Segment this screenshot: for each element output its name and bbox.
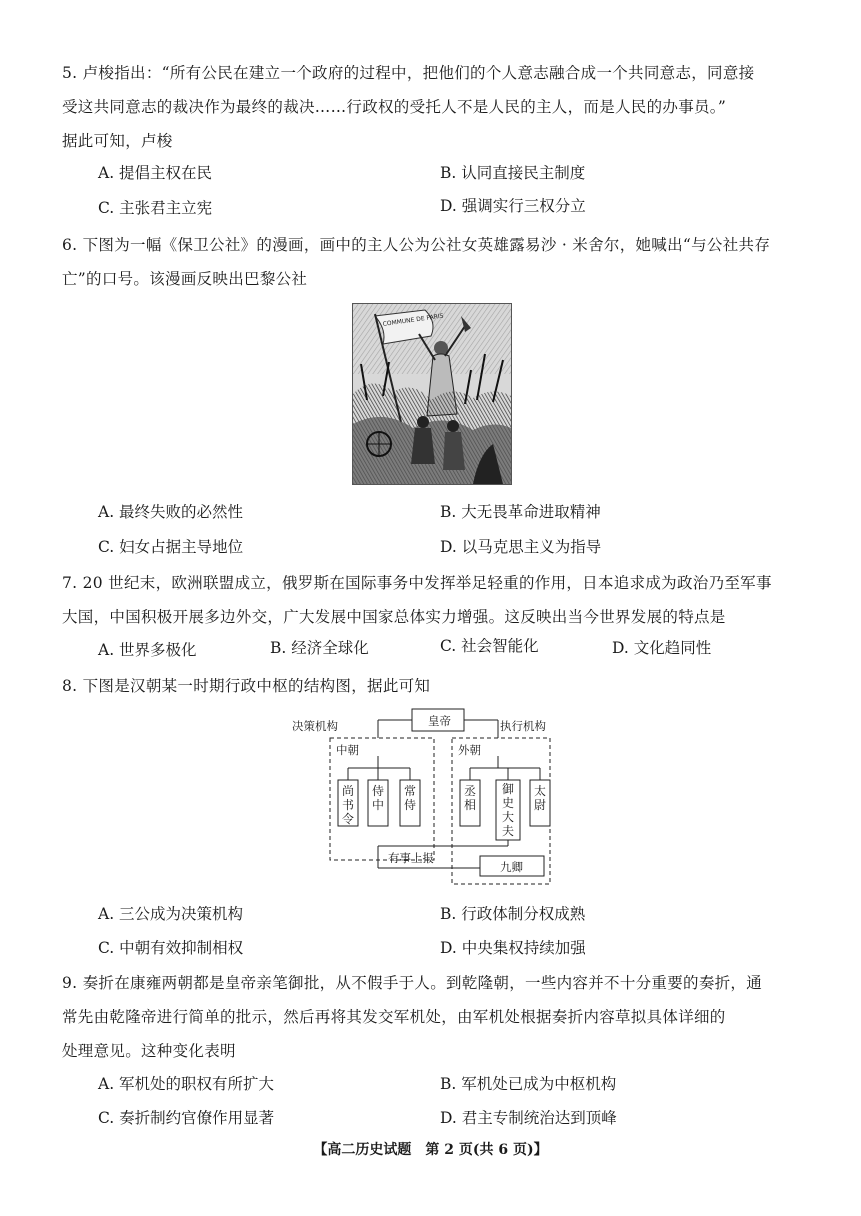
- q9-stem-line1: 9. 奏折在康雍两朝都是皇帝亲笔御批，从不假手于人。到乾隆朝，一些内容并不十分重要的奏折，通: [62, 974, 763, 992]
- q8-option-d[interactable]: D. 中央集权持续加强: [440, 939, 586, 957]
- question-8: [62, 669, 802, 703]
- q8-option-a[interactable]: A. 三公成为决策机构: [98, 905, 244, 923]
- diagram-report-label: 有事上报: [388, 851, 434, 865]
- diagram-outer-court: 外朝: [458, 743, 481, 757]
- q7-stem-line1: 7. 20 世纪末，欧洲联盟成立，俄罗斯在国际事务中发挥举足轻重的作用，日本追求成为政治乃至军事: [62, 574, 772, 592]
- diagram-outer-member-2: 御 史 大 夫: [501, 782, 514, 838]
- q5-option-d[interactable]: D. 强调实行三权分立: [440, 197, 586, 215]
- q6-option-a[interactable]: A. 最终失败的必然性: [98, 503, 244, 521]
- question-5: [62, 56, 802, 158]
- diagram-decision-label: 决策机构: [292, 719, 338, 733]
- q6-option-c[interactable]: C. 妇女占据主导地位: [98, 538, 244, 556]
- diagram-outer-member-1: 丞 相: [463, 784, 476, 812]
- q5-option-a[interactable]: A. 提倡主权在民: [98, 164, 213, 182]
- q8-stem-line1: 8. 下图是汉朝某一时期行政中枢的结构图，据此可知: [62, 677, 431, 695]
- q8-option-c[interactable]: C. 中朝有效抑制相权: [98, 939, 244, 957]
- q5-option-b[interactable]: B. 认同直接民主制度: [440, 164, 586, 182]
- q8-option-b[interactable]: B. 行政体制分权成熟: [440, 905, 586, 923]
- q7-option-c[interactable]: C. 社会智能化: [440, 637, 539, 655]
- q7-stem-line2: 大国，中国积极开展多边外交，广大发展中国家总体实力增强。这反映出当今世界发展的特点是: [62, 608, 726, 626]
- q6-stem-line1: 6. 下图为一幅《保卫公社》的漫画，画中的主人公为公社女英雄露易沙 · 米舍尔，她喊出“与公社共存: [62, 236, 771, 254]
- commune-cartoon-image: [352, 303, 512, 485]
- cartoon-banner-text: COMMUNE DE PARIS: [382, 312, 444, 328]
- q9-stem-line3: 处理意见。这种变化表明: [62, 1042, 236, 1060]
- han-court-structure-diagram: [290, 708, 570, 888]
- q9-option-a[interactable]: A. 军机处的职权有所扩大: [98, 1075, 275, 1093]
- q6-option-b[interactable]: B. 大无畏革命进取精神: [440, 503, 601, 521]
- q6-option-d[interactable]: D. 以马克思主义为指导: [440, 538, 602, 556]
- question-6: [62, 228, 802, 296]
- q7-option-b[interactable]: B. 经济全球化: [270, 639, 369, 657]
- diagram-inner-member-2: 侍 中: [371, 784, 384, 812]
- q9-option-b[interactable]: B. 军机处已成为中枢机构: [440, 1075, 617, 1093]
- q5-stem-line2: 受这共同意志的裁决作为最终的裁决……行政权的受托人不是人民的主人，而是人民的办事员。”: [62, 98, 727, 116]
- diagram-outer-member-3: 太 尉: [533, 784, 546, 812]
- question-7: [62, 566, 802, 634]
- q9-option-c[interactable]: C. 奏折制约官僚作用显著: [98, 1109, 275, 1127]
- question-9: [62, 966, 802, 1068]
- diagram-nine-ministers: 九卿: [500, 860, 523, 874]
- q7-option-d[interactable]: D. 文化趋同性: [612, 639, 712, 657]
- cartoon-illustration: [353, 304, 511, 484]
- q5-stem-line3: 据此可知，卢梭: [62, 132, 173, 150]
- diagram-inner-court: 中朝: [336, 743, 359, 757]
- diagram-execution-label: 执行机构: [500, 719, 546, 733]
- q6-stem-line2: 亡”的口号。该漫画反映出巴黎公社: [62, 270, 308, 288]
- q5-stem-line1: 5. 卢梭指出：“所有公民在建立一个政府的过程中，把他们的个人意志融合成一个共同意志，同意接: [62, 64, 755, 82]
- diagram-emperor: 皇帝: [428, 714, 451, 728]
- diagram-inner-member-3: 常 侍: [403, 784, 416, 812]
- q9-option-d[interactable]: D. 君主专制统治达到顶峰: [440, 1109, 617, 1127]
- q7-option-a[interactable]: A. 世界多极化: [98, 641, 197, 659]
- page-footer: 【高二历史试题 第 2 页(共 6 页)】: [313, 1142, 548, 1158]
- q9-stem-line2: 常先由乾隆帝进行简单的批示，然后再将其发交军机处，由军机处根据奏折内容草拟具体详细的: [62, 1008, 726, 1026]
- q5-option-c[interactable]: C. 主张君主立宪: [98, 199, 213, 217]
- diagram-inner-member-1: 尚 书 令: [341, 784, 354, 826]
